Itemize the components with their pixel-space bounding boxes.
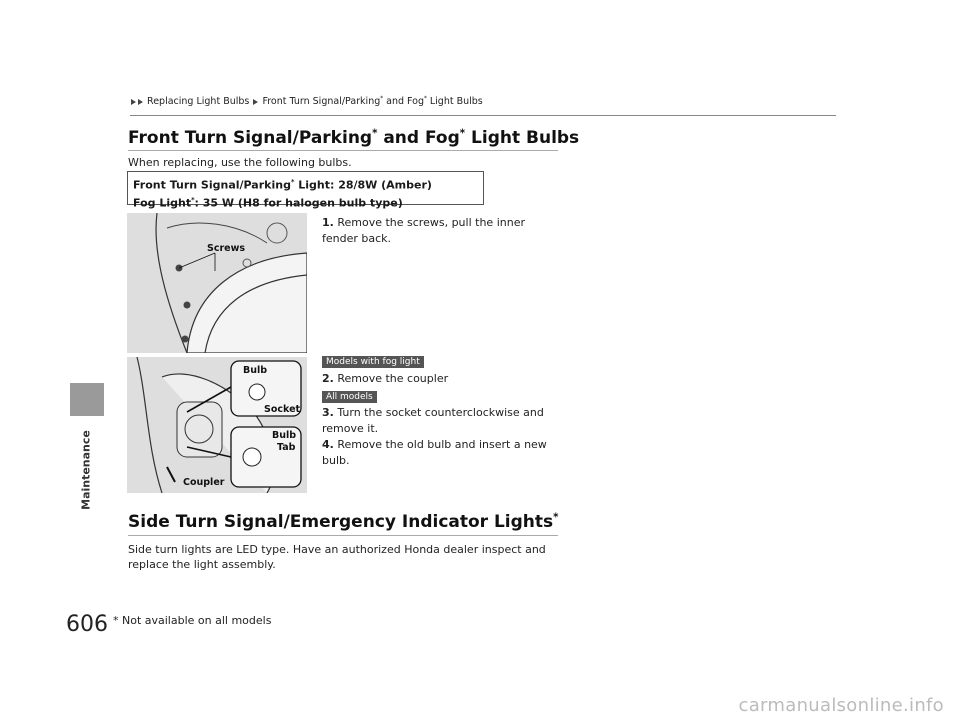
watermark: carmanualsonline.info — [738, 695, 944, 716]
fog-light-illustration — [127, 357, 307, 493]
breadcrumb-item: Front Turn Signal/Parking — [262, 96, 381, 108]
step-1: 1. Remove the screws, pull the inner fender back. — [322, 216, 525, 245]
section-tab — [70, 383, 104, 416]
arrow-icon — [131, 99, 136, 105]
step-3: 3. Turn the socket counterclockwise and remove it. — [322, 406, 544, 435]
footnote: * Not available on all models — [113, 614, 272, 627]
step-4: 4. Remove the old bulb and insert a new bulb. — [322, 438, 547, 467]
callout-coupler: Coupler — [183, 477, 225, 488]
arrow-icon — [138, 99, 143, 105]
callout-bulb-2: Bulb — [272, 430, 297, 441]
bulb-spec-box: Front Turn Signal/Parking* Light: 28/8W (Amber) Fog Light*: 35 W (H8 for halogen bulb type) — [127, 171, 484, 205]
intro-text: When replacing, use the following bulbs. — [128, 156, 352, 169]
section-title-2: Side Turn Signal/Emergency Indicator Lights* — [128, 512, 559, 532]
callout-socket: Socket — [264, 404, 301, 415]
section-title: Front Turn Signal/Parking* and Fog* Light Bulbs — [128, 128, 580, 148]
step-2: 2. Remove the coupler — [322, 372, 449, 385]
title-rule — [128, 150, 558, 151]
arrow-icon — [253, 99, 258, 105]
breadcrumb: Replacing Light Bulbs Front Turn Signal/Parking* and Fog* Light Bulbs — [130, 96, 483, 107]
callout-bulb: Bulb — [243, 365, 268, 376]
section-label: Maintenance — [79, 430, 93, 510]
fender-illustration — [127, 213, 307, 353]
page-number: 606 — [66, 612, 108, 637]
callout-tab: Tab — [277, 442, 296, 453]
callout-screws: Screws — [207, 243, 246, 254]
badge-fog-models: Models with fog light — [322, 356, 424, 368]
title-rule-2 — [128, 535, 558, 536]
breadcrumb-item[interactable]: Replacing Light Bulbs — [147, 96, 250, 108]
side-turn-text: Side turn lights are LED type. Have an authorized Honda dealer inspect and replace the light assembly. — [128, 543, 546, 571]
badge-all-models: All models — [322, 391, 377, 403]
header-rule — [130, 115, 836, 116]
